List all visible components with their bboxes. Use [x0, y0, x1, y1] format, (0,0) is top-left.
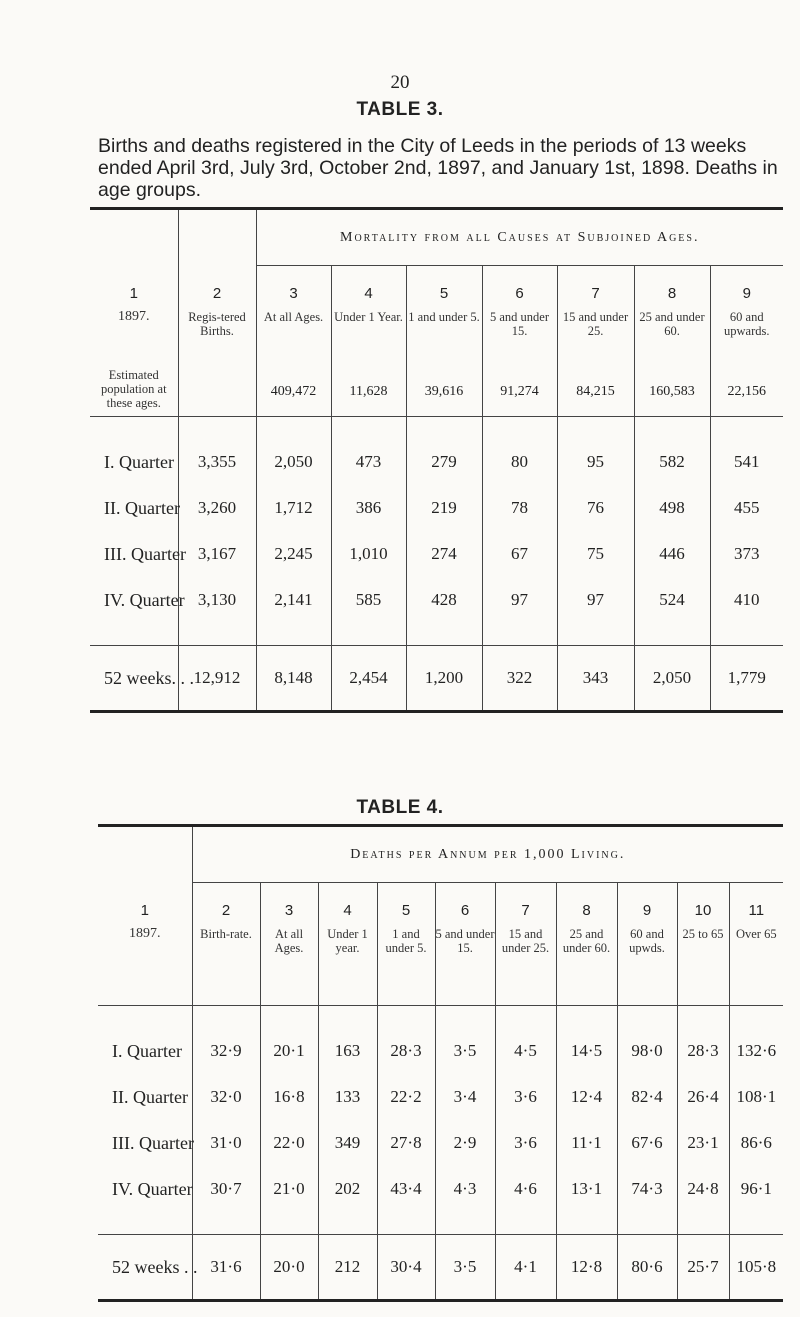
- table4-col-label: At all Ages.: [260, 919, 318, 1006]
- table4-row: [98, 1166, 783, 1212]
- table3-cell: 2,141: [256, 577, 331, 623]
- table3-cell: 428: [406, 577, 482, 623]
- table4-cell: 31·0: [192, 1120, 260, 1166]
- table4-total-cell: 105·8: [729, 1235, 783, 1301]
- table3-total-label: 52 weeks. . .: [90, 646, 178, 712]
- table3-total-cell: 2,050: [634, 646, 710, 712]
- page-number: 20: [390, 72, 410, 93]
- table3-cell: 75: [557, 531, 634, 577]
- table3-cell: 386: [331, 485, 406, 531]
- table3-row: [90, 485, 783, 531]
- table4-total-cell: 31·6: [192, 1235, 260, 1301]
- table4-col-label: 5 and under 15.: [435, 919, 495, 1006]
- table4-col-label: Under 1 year.: [318, 919, 377, 1006]
- table3-col-label: 1 and under 5.: [406, 302, 482, 368]
- table3-row-label: II. Quarter: [104, 497, 180, 518]
- table3-col-label: 25 and under 60.: [634, 302, 710, 368]
- table4-cell: 32·9: [192, 1028, 260, 1074]
- table3-col-label: Regis-tered Births.: [178, 302, 256, 417]
- table4-total-cell: 30·4: [377, 1235, 435, 1301]
- table3-row-label: III. Quarter: [104, 543, 186, 564]
- table3-cell: 1,712: [256, 485, 331, 531]
- table4-col-label: Birth-rate.: [192, 919, 260, 1006]
- table3-cell: 2,245: [256, 531, 331, 577]
- table3-total-cell: 322: [482, 646, 557, 712]
- table4-row-label: IV. Quarter: [112, 1178, 193, 1199]
- table3-colnum: 9: [710, 266, 783, 303]
- table3-row: [90, 531, 783, 577]
- table4-total-cell: 3·5: [435, 1235, 495, 1301]
- table4-colnum: 2: [192, 883, 260, 920]
- table4-total-cell: 20·0: [260, 1235, 318, 1301]
- table3-total-cell: 343: [557, 646, 634, 712]
- table4-colnum: 11: [729, 883, 783, 920]
- table3-caption: Births and deaths registered in the City of Leeds in the periods of 13 weeks ended April 3rd, July 3rd, October 2nd, 1897, and January 1st, 1898. Deaths in age groups.: [98, 135, 778, 201]
- table3-col-label: At all Ages.: [256, 302, 331, 368]
- table3-cell: 97: [482, 577, 557, 623]
- table4-cell: 82·4: [617, 1074, 677, 1120]
- table3-total-cell: 1,779: [710, 646, 783, 712]
- table4-total-cell: 25·7: [677, 1235, 729, 1301]
- table4-cell: 26·4: [677, 1074, 729, 1120]
- table4-cell: 4·6: [495, 1166, 556, 1212]
- table3-population: 39,616: [406, 368, 482, 417]
- table4-colnum: 8: [556, 883, 617, 920]
- table4-cell: 30·7: [192, 1166, 260, 1212]
- table4-colnum: 4: [318, 883, 377, 920]
- table3-span-header: Mortality from all Causes at Subjoined Ages.: [256, 209, 783, 266]
- table3-colnum: 7: [557, 266, 634, 303]
- table3-population: 11,628: [331, 368, 406, 417]
- table3-cell: 524: [634, 577, 710, 623]
- table3-col-label: 15 and under 25.: [557, 302, 634, 368]
- table4-row: [98, 1028, 783, 1074]
- table4-colnum: 5: [377, 883, 435, 920]
- table3-row: [90, 577, 783, 623]
- table4-cell: 28·3: [677, 1028, 729, 1074]
- table3-cell: 541: [710, 439, 783, 485]
- table4-cell: 13·1: [556, 1166, 617, 1212]
- table4-col-label: 25 to 65: [677, 919, 729, 1006]
- table4-row: [98, 1074, 783, 1120]
- table4-cell: 3·4: [435, 1074, 495, 1120]
- table3: [90, 207, 783, 713]
- table3-cell: 76: [557, 485, 634, 531]
- table4-col-label: 1 and under 5.: [377, 919, 435, 1006]
- table3-cell: 410: [710, 577, 783, 623]
- table4-cell: 132·6: [729, 1028, 783, 1074]
- table4-col-label: 25 and under 60.: [556, 919, 617, 1006]
- table3-cell: 67: [482, 531, 557, 577]
- table4-cell: 4·5: [495, 1028, 556, 1074]
- table3-cell: 95: [557, 439, 634, 485]
- table3-colnum: 1: [129, 285, 138, 302]
- table4-row-label: II. Quarter: [112, 1086, 188, 1107]
- table4-cell: 163: [318, 1028, 377, 1074]
- table3-cell: 3,167: [178, 531, 256, 577]
- table4-cell: 96·1: [729, 1166, 783, 1212]
- table3-row-label: I. Quarter: [104, 451, 174, 472]
- table4-row-label: I. Quarter: [112, 1040, 182, 1061]
- table3-cell: 455: [710, 485, 783, 531]
- table4-cell: 27·8: [377, 1120, 435, 1166]
- table3-total-cell: 12,912: [178, 646, 256, 712]
- table4-span-header: Deaths per Annum per 1,000 Living.: [192, 826, 783, 883]
- table3-cell: 498: [634, 485, 710, 531]
- table3-population: 409,472: [256, 368, 331, 417]
- table4-cell: 16·8: [260, 1074, 318, 1120]
- table3-col-label: 5 and under 15.: [482, 302, 557, 368]
- table3-population: 84,215: [557, 368, 634, 417]
- table3-cell: 274: [406, 531, 482, 577]
- table4-cell: 349: [318, 1120, 377, 1166]
- table3-col-label: Under 1 Year.: [331, 302, 406, 368]
- table4-total-cell: 212: [318, 1235, 377, 1301]
- table4-colnum: 3: [260, 883, 318, 920]
- table3-colnum: 2: [178, 266, 256, 303]
- table4-cell: 108·1: [729, 1074, 783, 1120]
- table4: [98, 824, 783, 1302]
- table4-total-cell: 4·1: [495, 1235, 556, 1301]
- table3-colnum: 3: [256, 266, 331, 303]
- table4-cell: 4·3: [435, 1166, 495, 1212]
- table4-colnum: 7: [495, 883, 556, 920]
- table3-title: TABLE 3.: [356, 99, 444, 120]
- table3-total-row: [90, 646, 783, 712]
- table4-colnum: 10: [677, 883, 729, 920]
- table4-total-label: 52 weeks . .: [98, 1235, 192, 1301]
- table3-colnum: 5: [406, 266, 482, 303]
- table3-cell: 279: [406, 439, 482, 485]
- table3-cell: 582: [634, 439, 710, 485]
- table3-cell: 373: [710, 531, 783, 577]
- table4-title: TABLE 4.: [356, 797, 444, 818]
- table3-cell: 446: [634, 531, 710, 577]
- table4-cell: 2·9: [435, 1120, 495, 1166]
- table4-col-label: 60 and upwds.: [617, 919, 677, 1006]
- table3-row-label: IV. Quarter: [104, 589, 185, 610]
- table3-cell: 1,010: [331, 531, 406, 577]
- table4-cell: 23·1: [677, 1120, 729, 1166]
- table3-cell: 3,130: [178, 577, 256, 623]
- table3-cell: 97: [557, 577, 634, 623]
- table4-cell: 28·3: [377, 1028, 435, 1074]
- table4-cell: 32·0: [192, 1074, 260, 1120]
- table3-total-cell: 8,148: [256, 646, 331, 712]
- table4-cell: 43·4: [377, 1166, 435, 1212]
- table4-cell: 22·0: [260, 1120, 318, 1166]
- table3-col-label: 60 and upwards.: [710, 302, 783, 368]
- table3-cell: 219: [406, 485, 482, 531]
- table3-total-cell: 1,200: [406, 646, 482, 712]
- table4-total-cell: 12·8: [556, 1235, 617, 1301]
- table4-cell: 3·6: [495, 1120, 556, 1166]
- table3-cell: 585: [331, 577, 406, 623]
- table4-cell: 22·2: [377, 1074, 435, 1120]
- table4-cell: 11·1: [556, 1120, 617, 1166]
- table3-cell: 3,355: [178, 439, 256, 485]
- table4-row-label: III. Quarter: [112, 1132, 194, 1153]
- table4-cell: 20·1: [260, 1028, 318, 1074]
- table4-cell: 67·6: [617, 1120, 677, 1166]
- table4-cell: 12·4: [556, 1074, 617, 1120]
- table3-cell: 473: [331, 439, 406, 485]
- table4-cell: 98·0: [617, 1028, 677, 1074]
- table4-cell: 24·8: [677, 1166, 729, 1212]
- table4-total-cell: 80·6: [617, 1235, 677, 1301]
- table3-cell: 80: [482, 439, 557, 485]
- table4-cell: 3·5: [435, 1028, 495, 1074]
- table4-year: 1897.: [129, 926, 161, 941]
- table3-colnum: 4: [331, 266, 406, 303]
- table4-cell: 86·6: [729, 1120, 783, 1166]
- table3-population-label: Estimated population at these ages.: [100, 368, 167, 410]
- table3-population: 160,583: [634, 368, 710, 417]
- table3-cell: 3,260: [178, 485, 256, 531]
- table4-total-row: [98, 1235, 783, 1301]
- table4-row: [98, 1120, 783, 1166]
- table4-colnum: 1: [140, 902, 149, 919]
- table3-total-cell: 2,454: [331, 646, 406, 712]
- table3-population: 22,156: [710, 368, 783, 417]
- table4-col-label: 15 and under 25.: [495, 919, 556, 1006]
- table3-year: 1897.: [118, 309, 150, 324]
- table3-colnum: 6: [482, 266, 557, 303]
- table4-cell: 3·6: [495, 1074, 556, 1120]
- table4-colnum: 6: [435, 883, 495, 920]
- table4-col-label: Over 65: [729, 919, 783, 1006]
- table4-cell: 133: [318, 1074, 377, 1120]
- table3-row: [90, 439, 783, 485]
- table4-colnum: 9: [617, 883, 677, 920]
- table4-cell: 21·0: [260, 1166, 318, 1212]
- table3-cell: 78: [482, 485, 557, 531]
- table4-cell: 14·5: [556, 1028, 617, 1074]
- table3-cell: 2,050: [256, 439, 331, 485]
- table3-colnum: 8: [634, 266, 710, 303]
- table4-cell: 202: [318, 1166, 377, 1212]
- table3-population: 91,274: [482, 368, 557, 417]
- table4-cell: 74·3: [617, 1166, 677, 1212]
